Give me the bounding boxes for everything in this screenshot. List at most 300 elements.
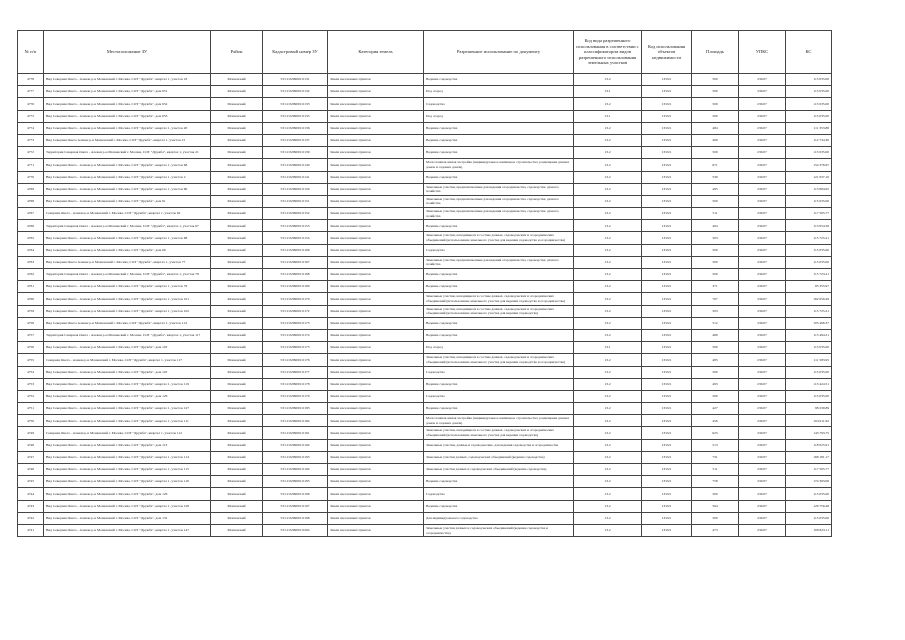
table-row (18, 378, 832, 390)
cell-location: Вид Северная Онега - Алекан р-н Мошенский г. Москва, СОТ "Дружба", дом 651 (44, 86, 211, 98)
cell-location: Вид Северная Онега - Алекан р-н Мошенский г. Москва, СОТ "Дружба", дом 118 (44, 366, 211, 378)
cell-object-code: 13:021 (642, 390, 692, 402)
cell-object-code: 13:021 (642, 524, 692, 536)
cell-district: Мошенский (211, 464, 263, 476)
cell-district: Мошенский (211, 439, 263, 451)
cell-object-code: 13:021 (642, 415, 692, 427)
table-header (18, 31, 832, 74)
table-row (18, 195, 832, 207)
cell-object-code: 13:021 (642, 269, 692, 281)
cell-number: 4741 (18, 524, 44, 536)
cell-upks: 230.07 (739, 220, 786, 232)
cell-permitted-use: Земельные участки, предназначенные для ведения огородничества, садоводства, дачного хозяйства (424, 183, 574, 195)
cell-use-code: 13.2 (574, 159, 642, 171)
cell-number: 4758 (18, 317, 44, 329)
cell-location: Вид Северная Онега - Алекан р-н Мошенский г. Москва, СОТ "Дружба", дом 118 (44, 342, 211, 354)
cell-number: 4771 (18, 159, 44, 171)
cell-land-category: Земли населенных пунктов (328, 171, 424, 183)
cell-cadastral-number: 53:11:0209001:0174 (263, 329, 328, 341)
cell-object-code: 13:021 (642, 305, 692, 317)
cell-area: 530 (692, 171, 739, 183)
cell-location: Территория Северная Онега - Алекан р-н Мошенский г. Москва, СОТ "Дружба", квартал 1, участок 67 (44, 220, 211, 232)
cell-ks: 174 393.06 (786, 476, 832, 488)
cell-use-code: 13.2 (574, 220, 642, 232)
cell-use-code: 13.2 (574, 256, 642, 268)
cell-land-category: Земли населенных пунктов (328, 110, 424, 122)
cell-cadastral-number: 53:11:0209001:0192 (263, 439, 328, 451)
cell-area: 707 (692, 293, 739, 305)
cell-number: 4764 (18, 244, 44, 256)
cell-cadastral-number: 53:11:0209001:0168 (263, 269, 328, 281)
cell-cadastral-number: 53:11:0209001:0191 (263, 427, 328, 439)
cell-object-code: 13:021 (642, 159, 692, 171)
cell-land-category: Земли населенных пунктов (328, 464, 424, 476)
cell-area: 427 (692, 403, 739, 415)
cell-land-category: Земли населенных пунктов (328, 415, 424, 427)
cell-object-code: 13:021 (642, 122, 692, 134)
cell-land-category: Земли населенных пунктов (328, 86, 424, 98)
cell-location: Северная Онега - Алекан р-н Мошенский г. Москва, СОТ "Дружба", квартал 1, участок 62 (44, 208, 211, 220)
cell-object-code: 13:021 (642, 500, 692, 512)
cell-land-category: Земли населенных пунктов (328, 451, 424, 463)
table-row (18, 183, 832, 195)
cell-cadastral-number: 53:11:0209001:0177 (263, 366, 328, 378)
cell-use-code: 13.2 (574, 476, 642, 488)
cell-area: 503 (692, 305, 739, 317)
table-row (18, 171, 832, 183)
cell-cadastral-number: 53:11:0209001:0176 (263, 354, 328, 366)
cell-permitted-use: Земельные участки, находящиеся в составе дачных, садоводческих и огороднических объединений (использование земельного участка для ведения садоводства и огородничества) (424, 354, 574, 366)
cell-object-code: 13:021 (642, 354, 692, 366)
cell-object-code: 13:021 (642, 256, 692, 268)
cell-object-code: 13:021 (642, 476, 692, 488)
cell-land-category: Земли населенных пунктов (328, 403, 424, 415)
cell-number: 4778 (18, 74, 44, 86)
cell-cadastral-number: 53:11:0209001:0151 (263, 195, 328, 207)
table-row (18, 390, 832, 402)
table-row (18, 476, 832, 488)
cell-use-code: 13.2 (574, 439, 642, 451)
cell-ks: 115 035.00 (786, 110, 832, 122)
cell-district: Мошенский (211, 366, 263, 378)
cell-object-code: 13:021 (642, 171, 692, 183)
cell-upks: 230.07 (739, 232, 786, 244)
cell-district: Мошенский (211, 281, 263, 293)
cell-district: Мошенский (211, 86, 263, 98)
cell-use-code: 13.2 (574, 329, 642, 341)
cell-area: 500 (692, 110, 739, 122)
cell-cadastral-number: 53:11:0209001:0175 (263, 342, 328, 354)
table-row (18, 147, 832, 159)
cell-ks: 111 583.95 (786, 354, 832, 366)
cell-district: Мошенский (211, 524, 263, 536)
cell-object-code: 13:021 (642, 378, 692, 390)
col-header-number: № п/п (18, 31, 44, 74)
cell-district: Мошенский (211, 159, 263, 171)
cell-area: 473 (692, 524, 739, 536)
cell-cadastral-number: 53:11:0209001:0194 (263, 464, 328, 476)
cell-area: 484 (692, 122, 739, 134)
cell-upks: 230.07 (739, 110, 786, 122)
cell-land-category: Земли населенных пунктов (328, 269, 424, 281)
cell-area: 456 (692, 415, 739, 427)
col-header-object-code: Код использования объектов недвижимости (642, 31, 692, 74)
cell-ks: 104 911.92 (786, 415, 832, 427)
cell-area: 371 (692, 281, 739, 293)
cell-permitted-use: Садоводство (424, 98, 574, 110)
cell-number: 4756 (18, 342, 44, 354)
cell-permitted-use: Земельные участки дачных и садоводческих объединений (ведение садоводства и огородничества) (424, 524, 574, 536)
cell-ks: 115 035.00 (786, 366, 832, 378)
cell-number: 4760 (18, 293, 44, 305)
cell-use-code: 13.2 (574, 366, 642, 378)
cell-object-code: 13:021 (642, 427, 692, 439)
cell-permitted-use: Земельные участки, находящиеся в составе дачных, садоводческих и огороднических объединений (использование земельного участка для ведения садоводства и огородничества) (424, 293, 574, 305)
cell-upks: 230.07 (739, 329, 786, 341)
cell-use-code: 13.2 (574, 488, 642, 500)
cell-use-code: 13.2 (574, 208, 642, 220)
cell-cadastral-number: 53:11:0209001:0204 (263, 524, 328, 536)
cell-use-code: 13.2 (574, 269, 642, 281)
cell-object-code: 13:021 (642, 147, 692, 159)
cell-permitted-use: Ведение садоводства (424, 378, 574, 390)
cell-number: 4777 (18, 86, 44, 98)
cell-permitted-use: Ведение садоводства (424, 171, 574, 183)
cell-land-category: Земли населенных пунктов (328, 195, 424, 207)
cell-land-category: Земли населенных пунктов (328, 354, 424, 366)
table-row (18, 524, 832, 536)
cell-land-category: Земли населенных пунктов (328, 159, 424, 171)
cell-number: 4759 (18, 305, 44, 317)
table-row (18, 415, 832, 427)
cell-district: Мошенский (211, 403, 263, 415)
cell-district: Мошенский (211, 232, 263, 244)
cell-location: Вид Северная Онега - Алекан р-н Мошенский г. Москва, СОТ "Дружба", квартал 1, участок 60 (44, 183, 211, 195)
cell-number: 4755 (18, 354, 44, 366)
cell-cadastral-number: 53:11:0209001:0198 (263, 512, 328, 524)
cell-cadastral-number: 53:11:0209001:0150 (263, 183, 328, 195)
cell-location: Вид Северная Онега - Алекан р-н Мошенский г. Москва, СОТ "Дружба", квартал 1, участок 115 (44, 464, 211, 476)
cell-location: Вид Северная Онега - Алекан р-н Мошенский г. Москва, СОТ "Дружба", квартал 1, участок 102 (44, 305, 211, 317)
cell-use-code: 13.1 (574, 342, 642, 354)
cell-location: Вид Северная Онега - Алекан р-н Мошенский г. Москва, СОТ "Дружба", дом 131 (44, 512, 211, 524)
cell-location: Вид Северная Онега - Алекан р-н Мошенский г. Москва, СОТ "Дружба", квартал 1, участок 101 (44, 293, 211, 305)
col-header-ks: КС (786, 31, 832, 74)
cell-location: Вид Северная Онега - Алекан р-н Мошенский г. Москва, СОТ "Дружба", квартал 1, участок 116 (44, 476, 211, 488)
cell-upks: 230.07 (739, 476, 786, 488)
table-row (18, 256, 832, 268)
cell-object-code: 13:021 (642, 366, 692, 378)
cell-district: Мошенский (211, 171, 263, 183)
cell-location: Вид Северная Онега - Алекан р-н Мошенский г. Москва, СОТ "Дружба", квартал 1, участок 20 (44, 122, 211, 134)
cell-upks: 230.07 (739, 159, 786, 171)
cell-district: Мошенский (211, 488, 263, 500)
cell-permitted-use: Садоводство (424, 390, 574, 402)
cell-land-category: Земли населенных пунктов (328, 476, 424, 488)
cell-district: Мошенский (211, 256, 263, 268)
cell-cadastral-number: 53:11:0209001:0152 (263, 208, 328, 220)
cell-cadastral-number: 53:11:0209001:0140 (263, 159, 328, 171)
cell-upks: 230.07 (739, 208, 786, 220)
cell-location: Северная Онега - Алекан р-н Мошенский г. Москва, СОТ "Дружба", квартал 1, участок 112 (44, 427, 211, 439)
cell-use-code: 13.2 (574, 451, 642, 463)
cell-upks: 230.07 (739, 183, 786, 195)
cell-object-code: 13:021 (642, 281, 692, 293)
cell-object-code: 13:021 (642, 208, 692, 220)
table-row (18, 74, 832, 86)
cell-object-code: 13:021 (642, 86, 692, 98)
col-header-permitted-use: Разрешенное использование по документу (424, 31, 574, 74)
col-header-area: Площадь (692, 31, 739, 74)
cell-land-category: Земли населенных пунктов (328, 329, 424, 341)
cell-district: Мошенский (211, 269, 263, 281)
cell-object-code: 13:021 (642, 232, 692, 244)
table-row (18, 305, 832, 317)
cell-permitted-use: Ведение садоводства (424, 281, 574, 293)
cell-number: 4773 (18, 134, 44, 146)
cell-permitted-use: Малоэтажная жилая застройка (индивидуальное жилищное строительство; размещение дачных домов и садовых домов) (424, 415, 574, 427)
cell-district: Мошенский (211, 110, 263, 122)
cell-number: 4754 (18, 366, 44, 378)
cell-ks: 112 734.30 (786, 134, 832, 146)
cell-location: Вид Северная Онега - Алекан р-н Мошенский г. Москва, СОТ "Дружба", дом 120 (44, 390, 211, 402)
cell-permitted-use: Земельные участки, предназначенные для ведения огородничества, садоводства, дачного хозяйства (424, 195, 574, 207)
table-row (18, 208, 832, 220)
cell-location: Территория Северная Онега - Алекан р-н Мошенский г. Москва, СОТ "Дружба", квартал 1, участок 78 (44, 269, 211, 281)
cell-object-code: 13:021 (642, 439, 692, 451)
cell-ks: 115 035.00 (786, 195, 832, 207)
cell-ks: 117 565.77 (786, 464, 832, 476)
cell-ks: 113 424.51 (786, 378, 832, 390)
cell-upks: 230.07 (739, 281, 786, 293)
cell-permitted-use: Ведение садоводства (424, 147, 574, 159)
cell-district: Мошенский (211, 476, 263, 488)
cell-land-category: Земли населенных пунктов (328, 305, 424, 317)
cell-district: Мошенский (211, 329, 263, 341)
cell-permitted-use: Ведение садоводства (424, 134, 574, 146)
table-row (18, 159, 832, 171)
cell-land-category: Земли населенных пунктов (328, 208, 424, 220)
cell-permitted-use: Ведение садоводства (424, 317, 574, 329)
cell-cadastral-number: 53:11:0209001:0184 (263, 415, 328, 427)
cell-district: Мошенский (211, 427, 263, 439)
cell-object-code: 13:021 (642, 512, 692, 524)
cell-cadastral-number: 53:11:0209001:0139 (263, 147, 328, 159)
cell-object-code: 13:021 (642, 98, 692, 110)
cell-district: Мошенский (211, 354, 263, 366)
cell-location: Вид Северная Онега - Алекан р-н Мошенский г. Москва, СОТ "Дружба", квартал 1, участок 127 (44, 403, 211, 415)
cell-number: 4762 (18, 269, 44, 281)
cell-land-category: Земли населенных пунктов (328, 134, 424, 146)
cell-permitted-use: Ведение садоводства (424, 220, 574, 232)
cell-permitted-use: Садоводство (424, 244, 574, 256)
cell-location: Территория Северная Онега - Алекан р-н Мошенский г. Москва, СОТ "Дружба", квартал 1, участок 21 (44, 147, 211, 159)
table-row (18, 512, 832, 524)
cell-area: 493 (692, 378, 739, 390)
cell-number: 4775 (18, 110, 44, 122)
cell-ks: 118 025.91 (786, 439, 832, 451)
col-header-land-category: Категория земель (328, 31, 424, 74)
cell-object-code: 13:021 (642, 110, 692, 122)
cell-upks: 230.07 (739, 512, 786, 524)
cell-number: 4744 (18, 488, 44, 500)
cell-use-code: 13.2 (574, 147, 642, 159)
cell-cadastral-number: 53:11:0209001:0154 (263, 232, 328, 244)
cell-upks: 230.07 (739, 269, 786, 281)
cell-use-code: 13.2 (574, 317, 642, 329)
cell-permitted-use: Земельные участки, находящиеся в составе дачных, садоводческих и огороднических объединений (использование земельного участка для ведения садоводства) (424, 427, 574, 439)
table-row (18, 98, 832, 110)
col-header-cadastral-number: Кадастровый номер ЗУ (263, 31, 328, 74)
cell-cadastral-number: 53:11:0209001:0136 (263, 122, 328, 134)
cell-upks: 230.07 (739, 171, 786, 183)
cell-use-code: 13.2 (574, 512, 642, 524)
table-row (18, 269, 832, 281)
table-row (18, 342, 832, 354)
cell-area: 500 (692, 269, 739, 281)
cell-ks: 115 035.00 (786, 342, 832, 354)
cell-upks: 230.07 (739, 427, 786, 439)
cell-use-code: 13.2 (574, 183, 642, 195)
cell-land-category: Земли населенных пунктов (328, 488, 424, 500)
cell-use-code: 13.2 (574, 195, 642, 207)
cell-cadastral-number: 53:11:0209001:0193 (263, 451, 328, 463)
cell-permitted-use: Ведение садоводства (424, 329, 574, 341)
cell-district: Мошенский (211, 293, 263, 305)
cell-permitted-use: Под огород (424, 110, 574, 122)
cell-cadastral-number: 53:11:0209001:0173 (263, 317, 328, 329)
cell-ks: 115 725.21 (786, 305, 832, 317)
cell-land-category: Земли населенных пунктов (328, 366, 424, 378)
cell-location: Вид Северная Онега - Алекан р-н Мошенский г. Москва, СОТ "Дружба", квартал 1, участок 119 (44, 378, 211, 390)
header-row (18, 31, 832, 74)
cell-ks: 115 035.00 (786, 74, 832, 86)
cell-permitted-use: Земельные участки дачных, садоводческих объединений (ведение садоводства) (424, 451, 574, 463)
cell-ks: 115 035.00 (786, 244, 832, 256)
cell-area: 511 (692, 464, 739, 476)
cell-cadastral-number: 53:11:0209001:0169 (263, 281, 328, 293)
table-row (18, 220, 832, 232)
cell-use-code: 13.2 (574, 500, 642, 512)
cell-land-category: Земли населенных пунктов (328, 317, 424, 329)
cell-location: Вид Северная Онега - Алекан р-н Мошенский г. Москва, СОТ "Дружба", дом 61 (44, 195, 211, 207)
table-row (18, 281, 832, 293)
cell-cadastral-number: 53:11:0209001:0172 (263, 305, 328, 317)
cell-upks: 230.07 (739, 439, 786, 451)
cell-permitted-use: Под огород (424, 86, 574, 98)
cell-cadastral-number: 53:11:0209001:0183 (263, 403, 328, 415)
cell-number: 4767 (18, 208, 44, 220)
cell-object-code: 13:021 (642, 488, 692, 500)
cell-location: Вид Северная Онега Алекан р-н Мошенский г. Москва, СОТ "Дружба", квартал 1, участок 114 (44, 317, 211, 329)
cell-location: Вид Северная Онега - Алекан р-н Мошенский г. Москва, СОТ "Дружба", квартал 1, участок 79 (44, 281, 211, 293)
cell-cadastral-number: 53:11:0209001:0195 (263, 476, 328, 488)
cell-ks: 115 725.21 (786, 232, 832, 244)
cell-ks: 115 494.21 (786, 329, 832, 341)
cell-use-code: 13.2 (574, 293, 642, 305)
cell-use-code: 13.2 (574, 232, 642, 244)
col-header-use-code: Код вида разрешенного использования в соответствии с классификатором видов разрешенного использования земельных участков (574, 31, 642, 74)
col-header-district: Район (211, 31, 263, 74)
cell-area: 500 (692, 86, 739, 98)
cell-use-code: 13.2 (574, 354, 642, 366)
cell-permitted-use: Ведение садоводства (424, 269, 574, 281)
col-header-upks: УПКС (739, 31, 786, 74)
cell-district: Мошенский (211, 415, 263, 427)
table-row (18, 134, 832, 146)
cell-ks: 168 181.17 (786, 451, 832, 463)
table-row (18, 122, 832, 134)
cell-upks: 230.07 (739, 342, 786, 354)
table-row (18, 500, 832, 512)
cell-ks: 117 565.77 (786, 208, 832, 220)
cell-location: Вид Северная Онега Алекан р-н Мошенский г. Москва, СОТ "Дружба", квартал 1, участок 77 (44, 256, 211, 268)
cell-object-code: 13:021 (642, 403, 692, 415)
cell-ks: 115 035.00 (786, 147, 832, 159)
cell-area: 500 (692, 366, 739, 378)
cell-number: 4753 (18, 378, 44, 390)
cell-use-code: 13.2 (574, 171, 642, 183)
cell-number: 4752 (18, 390, 44, 402)
cell-number: 4750 (18, 415, 44, 427)
cell-cadastral-number: 53:11:0209001:0166 (263, 244, 328, 256)
cell-object-code: 13:021 (642, 451, 692, 463)
table-row (18, 403, 832, 415)
cell-ks: 98 239.89 (786, 403, 832, 415)
cell-number: 4751 (18, 403, 44, 415)
cell-land-category: Земли населенных пунктов (328, 439, 424, 451)
cell-use-code: 13.2 (574, 281, 642, 293)
cell-number: 4745 (18, 476, 44, 488)
cell-upks: 230.07 (739, 256, 786, 268)
cell-area: 500 (692, 488, 739, 500)
cell-location: Вид Северная Онега - Алекан р-н Мошенский г. Москва, СОТ "Дружба", квартал 1, участок 68 (44, 159, 211, 171)
cell-use-code: 13.2 (574, 427, 642, 439)
cell-location: Вид Северная Онега - Алекан р-н Мошенский г. Москва, СОТ "Дружба", квартал 1, участок 2 (44, 171, 211, 183)
cell-permitted-use: Земельные участки, находящиеся в составе дачных, садоводческих и огороднических объединений (использование земельного участка для ведения садоводства и огородничества) (424, 232, 574, 244)
cell-district: Мошенский (211, 208, 263, 220)
cell-area: 513 (692, 439, 739, 451)
cell-number: 4746 (18, 464, 44, 476)
cell-permitted-use: Ведение садоводства (424, 476, 574, 488)
cell-ks: 129 759.48 (786, 500, 832, 512)
cell-land-category: Земли населенных пунктов (328, 122, 424, 134)
cell-upks: 230.07 (739, 415, 786, 427)
cell-location: Вид Северная Онега - Алекан р-н Мошенский г. Москва, СОТ "Дружба", квартал 1, участок 128 (44, 500, 211, 512)
table-row (18, 451, 832, 463)
table-row (18, 464, 832, 476)
cell-use-code: 13.2 (574, 390, 642, 402)
cell-upks: 230.07 (739, 98, 786, 110)
cell-land-category: Земли населенных пунктов (328, 427, 424, 439)
cell-area: 490 (692, 134, 739, 146)
table-row (18, 439, 832, 451)
cell-number: 4774 (18, 122, 44, 134)
cell-land-category: Земли населенных пунктов (328, 293, 424, 305)
cell-land-category: Земли населенных пунктов (328, 98, 424, 110)
cell-number: 4747 (18, 451, 44, 463)
cell-number: 4763 (18, 256, 44, 268)
cell-area: 512 (692, 317, 739, 329)
cell-object-code: 13:021 (642, 317, 692, 329)
table-row (18, 244, 832, 256)
table-row (18, 427, 832, 439)
cell-area: 500 (692, 195, 739, 207)
cell-area: 500 (692, 512, 739, 524)
cell-land-category: Земли населенных пунктов (328, 500, 424, 512)
cell-cadastral-number: 53:11:0209001:0141 (263, 171, 328, 183)
cell-use-code: 13.2 (574, 524, 642, 536)
